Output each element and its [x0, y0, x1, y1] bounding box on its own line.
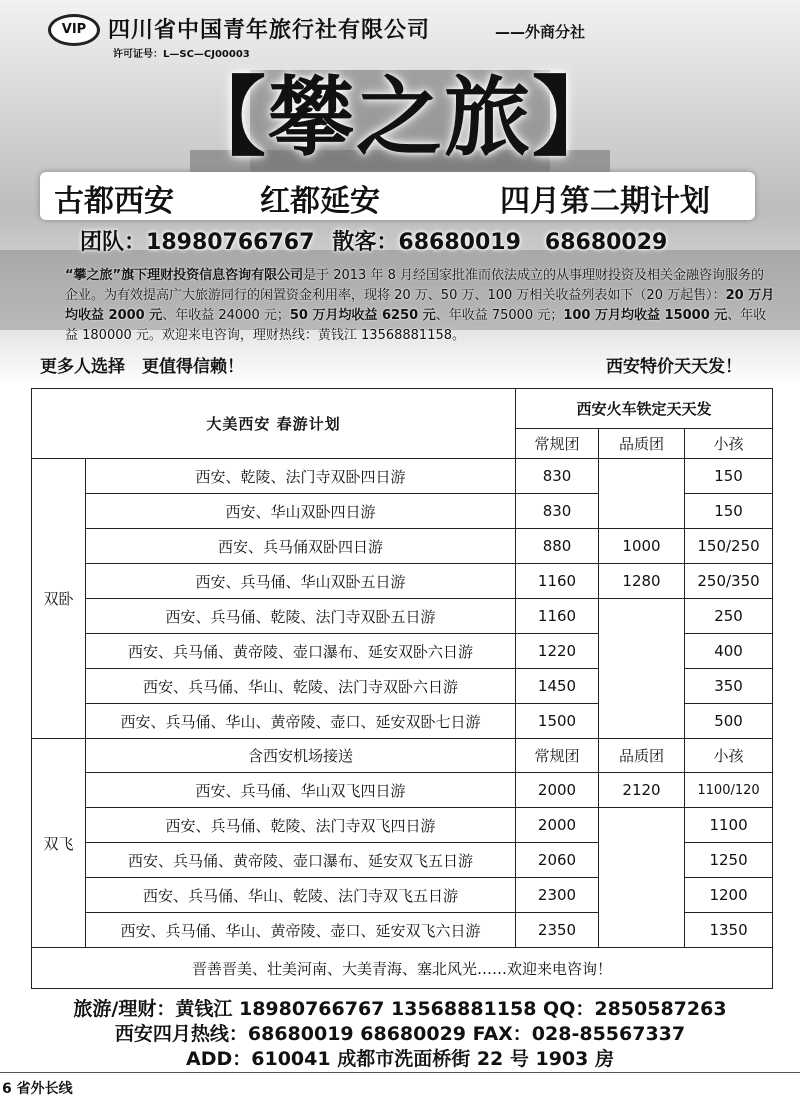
price-regular: 830: [516, 459, 599, 494]
table-row-route: 西安、兵马俑、华山、乾陵、法门寺双飞五日游: [86, 878, 516, 913]
banner-xian: 古都西安: [54, 184, 174, 219]
col-child: 小孩: [685, 739, 773, 773]
table-row-route: 西安、兵马俑、华山双飞四日游: [86, 773, 516, 808]
price-quality-empty: [599, 599, 685, 739]
price-child: 350: [685, 669, 773, 704]
table-row-route: 西安、乾陵、法门寺双卧四日游: [86, 459, 516, 494]
price-child: 1100: [685, 808, 773, 843]
col-regular: 常规团: [516, 429, 599, 459]
price-child: 250/350: [685, 564, 773, 599]
table-row-route: 西安、兵马俑、乾陵、法门寺双卧五日游: [86, 599, 516, 634]
branch-name: ——外商分社: [495, 23, 586, 41]
hotline-bar: [80, 225, 675, 256]
price-child: 250: [685, 599, 773, 634]
banner-yanan: 红都延安: [260, 184, 380, 219]
price-regular: 880: [516, 529, 599, 564]
company-name: 四川省中国青年旅行社有限公司: [108, 18, 431, 43]
col-child: 小孩: [685, 429, 773, 459]
price-regular: 1500: [516, 704, 599, 739]
price-table: [31, 388, 773, 989]
table-row-route: 西安、兵马俑、华山、黄帝陵、壶口、延安双飞六日游: [86, 913, 516, 948]
table-row-route: 西安、兵马俑、乾陵、法门寺双飞四日游: [86, 808, 516, 843]
price-quality-empty: [599, 808, 685, 948]
table-row-route: 西安、兵马俑、华山、黄帝陵、壶口、延安双卧七日游: [86, 704, 516, 739]
price-regular: 2000: [516, 773, 599, 808]
price-regular: 2060: [516, 843, 599, 878]
table-row-route: 西安、兵马俑、黄帝陵、壶口瀑布、延安双卧六日游: [86, 634, 516, 669]
finance-company: “攀之旅”旗下理财投资信息咨询有限公司: [65, 268, 304, 283]
sleeper-label: 双卧: [32, 459, 86, 739]
table-footer-note: 晋善晋美、壮美河南、大美青海、塞北风光……欢迎来电咨询！: [32, 948, 773, 989]
destination-banner: [40, 172, 755, 220]
page-rule: [0, 1072, 800, 1073]
return-50w-year: 、年收益 75000 元；: [435, 308, 564, 323]
table-row-route: 西安、兵马俑、华山双卧五日游: [86, 564, 516, 599]
price-regular: 1220: [516, 634, 599, 669]
train-title: 西安火车铁定天天发: [516, 389, 773, 429]
price-child: 1200: [685, 878, 773, 913]
price-child: 1350: [685, 913, 773, 948]
return-100w-year: 、年收益 180000 元。欢迎来电咨询，理财热线：黄钱江 13568881158。: [65, 308, 767, 343]
price-regular: 2000: [516, 808, 599, 843]
price-child: 150: [685, 494, 773, 529]
individual-label: 散客：: [332, 230, 399, 255]
individual-phone-1: 68680019: [398, 230, 521, 255]
price-child: 150/250: [685, 529, 773, 564]
return-20w: 20 万月均收益 2000 元: [65, 288, 775, 323]
table-row-route: 西安、兵马俑、华山、乾陵、法门寺双卧六日游: [86, 669, 516, 704]
team-label: 团队：: [80, 230, 147, 255]
price-child: 1250: [685, 843, 773, 878]
flight-header: 含西安机场接送: [86, 739, 516, 773]
contact-line-1: 旅游/理财：黄钱江 18980766767 13568881158 QQ：2850587263: [73, 998, 727, 1020]
contact-line-2: 西安四月热线：68680019 68680029 FAX：028-85567337: [114, 1023, 686, 1045]
team-phone: 18980766767: [146, 230, 315, 255]
price-quality: 2120: [599, 773, 685, 808]
price-regular: 1160: [516, 599, 599, 634]
table-row-route: 西安、兵马俑双卧四日游: [86, 529, 516, 564]
price-regular: 1160: [516, 564, 599, 599]
price-regular: 2350: [516, 913, 599, 948]
table-row-route: 西安、华山双卧四日游: [86, 494, 516, 529]
col-regular: 常规团: [516, 739, 599, 773]
license-number: 许可证号：L—SC—CJ00003: [113, 49, 250, 60]
intro-text: 是于 2013 年 8 月经国家批准而依法成立的从事理财投资及相关金融咨询服务的企业。为有效提高广大旅游同行的闲置资金利用率，现将 20 万、50 万、100 万相关收益列表如下（20 万起售）：: [65, 268, 764, 303]
finance-intro: [65, 266, 775, 346]
price-regular: 1450: [516, 669, 599, 704]
price-child: 500: [685, 704, 773, 739]
price-child: 400: [685, 634, 773, 669]
price-regular: 2300: [516, 878, 599, 913]
return-50w: 50 万月均收益 6250 元: [289, 308, 436, 323]
contact-line-3: ADD：610041 成都市洗面桥街 22 号 1903 房: [186, 1048, 614, 1070]
company-logo: VIP: [48, 14, 100, 46]
individual-phone-2: 68680029: [544, 230, 668, 255]
return-20w-year: 、年收益 24000 元；: [162, 308, 290, 323]
page-footer: 6 省外长线: [2, 1081, 73, 1097]
price-quality: 1000: [599, 529, 685, 564]
price-regular: 830: [516, 494, 599, 529]
price-quality: 1280: [599, 564, 685, 599]
table-row-route: 西安、兵马俑、黄帝陵、壶口瀑布、延安双飞五日游: [86, 843, 516, 878]
price-child: 150: [685, 459, 773, 494]
flight-label: 双飞: [32, 739, 86, 948]
slogan-left: 更多人选择 更值得信赖！: [40, 357, 244, 377]
price-quality-empty: [599, 459, 685, 529]
return-100w: 100 万月均收益 15000 元: [563, 308, 728, 323]
price-child: 1100/120: [685, 773, 773, 808]
banner-april-plan: 四月第二期计划: [500, 184, 710, 219]
plan-title: 大美西安 春游计划: [32, 389, 516, 459]
col-quality: 品质团: [599, 739, 685, 773]
brand-title: 【攀之旅】: [180, 68, 620, 168]
slogan-right: 西安特价天天发！: [606, 357, 742, 377]
col-quality: 品质团: [599, 429, 685, 459]
